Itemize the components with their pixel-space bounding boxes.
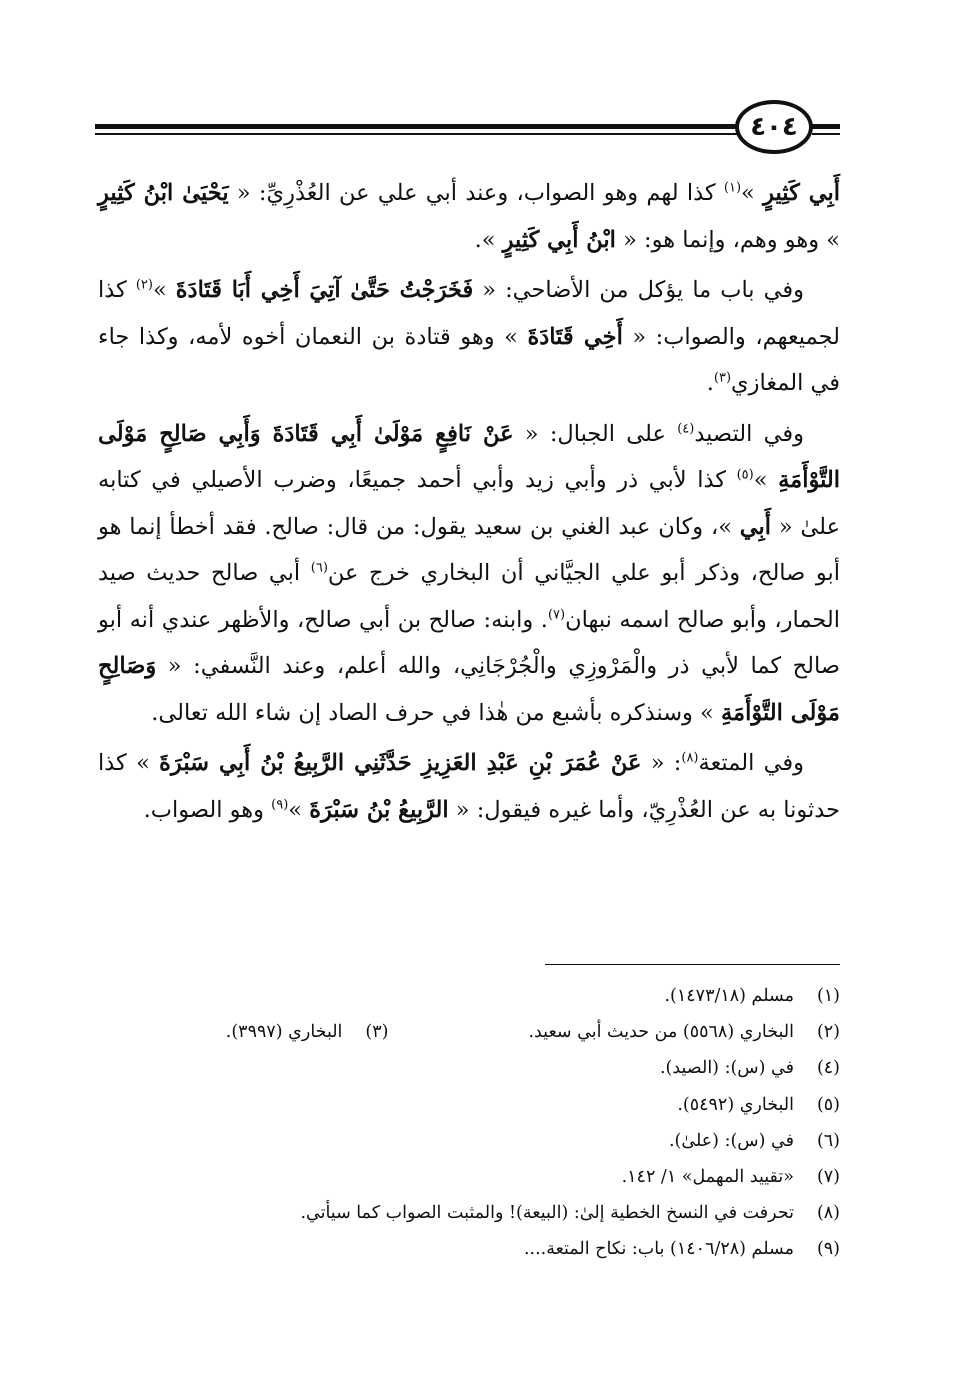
text-run: »	[288, 796, 310, 823]
footnote-row	[98, 1195, 840, 1231]
text-run: وهو الصواب.	[143, 796, 272, 823]
footnote	[524, 1231, 840, 1267]
footnote-number: (٤)	[816, 1058, 840, 1079]
page-number: ٤٠٤	[735, 100, 813, 154]
footnote	[669, 1123, 840, 1159]
text-run: وفي المتعة	[698, 750, 804, 776]
footnote-row	[98, 1087, 840, 1123]
text-run: »	[753, 467, 779, 493]
text-run: »	[741, 180, 764, 206]
text-run: كذا لجميعهم، والصواب: «	[98, 277, 840, 350]
text-run: » وهو قتادة بن النعمان أخوه لأمه، وكذا جاء في المغازي	[98, 323, 840, 396]
footnote-row	[98, 1050, 840, 1086]
footnote-separator	[545, 964, 840, 965]
header-rule-right	[812, 124, 840, 129]
text-run: »، وكان عبد الغني بن سعيد يقول: من قال: صالح. فقد أخطأ إنما هو أبو صالح، وذكر أبو علي الجيَّاني أن البخاري خرج عن	[98, 513, 840, 586]
hadith-quote: أَخِي قَتَادَةَ	[527, 323, 623, 350]
text-run: : «	[641, 750, 682, 776]
footnote-marker: (٥)	[736, 467, 754, 483]
paragraph	[98, 170, 840, 263]
footnote-number: (٦)	[816, 1130, 840, 1151]
footnote-text: البخاري (٥٤٩٢).	[677, 1094, 794, 1115]
text-run: .	[706, 370, 714, 396]
footnote-number: (١)	[816, 986, 840, 1006]
hadith-quote: الرَّبِيعُ بْنُ سَبْرَةَ	[309, 796, 449, 823]
page-header	[95, 100, 840, 156]
footnote-number: (٨)	[816, 1203, 840, 1224]
paragraph	[98, 411, 840, 737]
text-run: » وسنذكره بأشبع من هٰذا في حرف الصاد إن شاء الله تعالى.	[151, 699, 721, 726]
footnotes	[98, 978, 840, 1268]
paragraph	[98, 267, 840, 407]
footnote-text: «تقييد المهمل» ١/ ١٤٢.	[621, 1167, 794, 1188]
footnote-text: البخاري (٥٥٦٨) من حديث أبي سعيد.	[528, 1022, 794, 1043]
footnote-number: (٥)	[816, 1094, 840, 1115]
footnote-text: في (س): (الصيد).	[659, 1058, 794, 1079]
text-run: . وابنه: صالح بن أبي صالح، والأظهر عندي أنه أبو صالح كما لأبي ذر والْمَرْوزِي والْجُرْجَانِي، والله أعلم، وعند النَّسفي: «	[98, 606, 840, 679]
hadith-quote: ابْنُ أَبِي كَثِيرٍ	[502, 226, 616, 253]
hadith-quote: عَنْ نَافِعٍ مَوْلَىٰ أَبِي قَتَادَةَ وَأَبِي صَالِحٍ مَوْلَى التَّوْأَمَةِ	[98, 420, 840, 493]
footnote-text: مسلم (١٤٧٣/١٨).	[664, 986, 794, 1006]
footnote-marker: (٦)	[310, 560, 328, 576]
header-rule	[95, 124, 737, 129]
hadith-quote: وَصَالِحٍ مَوْلَى التَّوْأَمَةِ	[98, 653, 840, 726]
footnote	[664, 978, 840, 1014]
footnote-text: البخاري (٣٩٩٧).	[225, 1022, 343, 1043]
main-text	[98, 170, 840, 837]
hadith-quote: يَحْيَىٰ ابْنُ كَثِيرٍ	[98, 180, 229, 206]
footnote-marker: (٧)	[547, 607, 566, 622]
footnote-row	[98, 1123, 840, 1159]
footnote-number: (٣)	[365, 1022, 389, 1043]
footnote	[528, 1014, 840, 1050]
footnote-row	[98, 1159, 840, 1195]
text-run: أبي صالح حديث صيد الحمار، وأبو صالح اسمه نبهان	[98, 560, 840, 633]
header-rule-right-thin	[812, 133, 840, 135]
text-run: كذا لأبي ذر وأبي زيد وأبي أحمد جميعًا، وضرب الأصيلي في كتابه علىٰ «	[98, 467, 840, 540]
footnote	[660, 1050, 840, 1086]
header-rule-thin	[95, 133, 737, 135]
footnote-text: في (س): (علىٰ).	[668, 1130, 794, 1151]
footnote-marker: (١)	[723, 180, 742, 196]
hadith-quote: أَبِي كَثِيرٍ	[763, 180, 841, 206]
footnote-number: (٩)	[816, 1239, 840, 1260]
hadith-quote: أَبِي	[739, 513, 772, 540]
footnote	[622, 1159, 840, 1195]
footnote-text: تحرفت في النسخ الخطية إلىٰ: (البيعة)! والمثبت الصواب كما سيأتي.	[300, 1203, 794, 1224]
footnote	[300, 1195, 840, 1231]
text-run: »	[152, 277, 176, 303]
text-run: وفي باب ما يؤكل من الأضاحي: «	[473, 277, 804, 303]
hadith-quote: عَنْ عُمَرَ بْنِ عَبْدِ العَزِيزِ حَدَّثَنِي الرَّبِيعُ بْنُ أَبِي سَبْرَةَ	[159, 750, 642, 776]
footnote-number: (٢)	[816, 1022, 840, 1043]
footnote-marker: (٤)	[677, 421, 695, 436]
footnote-marker: (٩)	[271, 797, 289, 812]
footnote-row	[98, 1231, 840, 1267]
text-run: » كذا حدثونا به عن العُذْرِيّ، وأما غيره فيقول: «	[98, 750, 840, 823]
footnote-text: مسلم (١٤٠٦/٢٨) باب: نكاح المتعة....	[523, 1239, 794, 1260]
text-run: كذا لهم وهو الصواب، وعند أبي علي عن العُذْرِيِّ: «	[228, 180, 724, 206]
footnote-marker: (٣)	[713, 370, 732, 386]
footnote	[226, 1014, 389, 1050]
text-run: على الجبال: «	[513, 420, 678, 447]
paragraph	[98, 740, 840, 833]
footnote-marker: (٨)	[681, 750, 699, 766]
footnote	[677, 1087, 840, 1123]
text-run: ».	[474, 226, 503, 253]
footnote-number: (٧)	[816, 1167, 840, 1188]
footnote-row	[98, 1014, 840, 1050]
footnote-row	[98, 978, 840, 1014]
text-run: » وهو وهم، وإنما هو: «	[615, 226, 840, 253]
hadith-quote: فَخَرَجْتُ حَتَّىٰ آتِيَ أَخِي أَبَا قَتَادَةَ	[175, 277, 474, 303]
text-run: وفي التصيد	[694, 420, 804, 447]
footnote-marker: (٢)	[135, 277, 153, 293]
